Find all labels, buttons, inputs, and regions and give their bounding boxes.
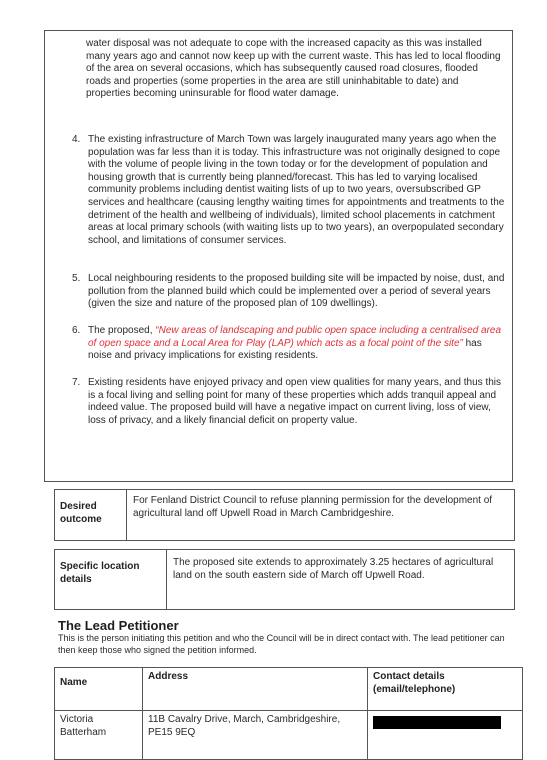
- section-description: This is the person initiating this petition and who the Council will be in direct contact with. The lead petitioner can then keep those who signed the petition informed.: [58, 633, 505, 655]
- list-item: [62, 273, 507, 311]
- petitioner-name: Victoria Batterham: [55, 711, 143, 760]
- desired-outcome-box: [54, 489, 515, 541]
- lead-petitioner-table: [54, 667, 523, 760]
- item-number: 7.: [72, 377, 81, 388]
- petitioner-contact: [368, 711, 523, 760]
- header-name: Name: [55, 668, 143, 711]
- specific-location-label: Specific location details: [60, 561, 140, 585]
- item-text: Existing residents have enjoyed privacy and open view qualities for many years, and thus this is a focal living and selling point for many of these properties which adds tranquil appeal and indeed value. The proposed build will have a negative impact on current living, loss of view, loss of privacy, and a likely financial deficit on property value.: [88, 377, 502, 426]
- item-text: The existing infrastructure of March Town was largely inaugurated many years ago when the population was far less than it is today. This infrastructure was not originally designed to cope with the volume of people living in the town today or for the development of population and housing growth that is currently being planned/forecast. This has led to varying localised community problems including dentist waiting lists of up to two years, oversubscribed GP services and healthcare (causing lengthy waiting times for appointments and treatments to the detriment of the health and wellbeing of individuals), limited school placements in catchment areas at local primary schools (with waiting lists up to two years), an overpopulated secondary school, and limitations of consumer services.: [88, 134, 505, 246]
- divider: [126, 490, 127, 540]
- divider: [166, 550, 167, 609]
- quoted-proposal: “New areas of landscaping and public open space including a centralised area of open space and a Local Area for Play (LAP) which acts as a focal point of the site”: [88, 325, 502, 349]
- item-number: 6.: [72, 325, 81, 336]
- specific-location-value: The proposed site extends to approximately 3.25 hectares of agricultural land on the south eastern side of March off Upwell Road.: [173, 557, 494, 581]
- table-header-row: [55, 668, 523, 711]
- redaction-block: [373, 716, 501, 729]
- section-title: The Lead Petitioner: [58, 618, 179, 633]
- list-item: [62, 377, 507, 427]
- item-text-after: has noise and privacy implications for existing residents.: [88, 337, 482, 362]
- petitioner-address: 11B Cavalry Drive, March, Cambridgeshire, PE15 9EQ: [143, 711, 368, 760]
- item-text: Local neighbouring residents to the proposed building site will be impacted by noise, dust, and pollution from the planned build which could be implemented over a period of several years (given the size and nature of the proposed plan of 109 dwellings).: [88, 273, 505, 310]
- list-item: [62, 134, 507, 247]
- intro-paragraph: water disposal was not adequate to cope with the increased capacity as this was installed many years ago and cannot now keep up with the current waste. This has led to local flooding of the area on several occasions, which has subsequently caused road closures, flooded roads and properties (some properties in the area are still uninhabitable to date) and properties becoming uninsurable for flood water damage.: [86, 38, 501, 100]
- item-number: 5.: [72, 273, 81, 284]
- header-contact: Contact details (email/telephone): [368, 668, 523, 711]
- specific-location-box: [54, 549, 515, 610]
- header-address: Address: [143, 668, 368, 711]
- item-number: 4.: [72, 134, 81, 145]
- desired-outcome-value: For Fenland District Council to refuse planning permission for the development of agricultural land off Upwell Road in March Cambridgeshire.: [133, 495, 493, 519]
- item-text-before: The proposed,: [88, 325, 156, 336]
- desired-outcome-label: Desired outcome: [60, 501, 102, 525]
- item-text: [88, 325, 507, 363]
- table-row: [55, 711, 523, 760]
- list-item: [62, 325, 507, 363]
